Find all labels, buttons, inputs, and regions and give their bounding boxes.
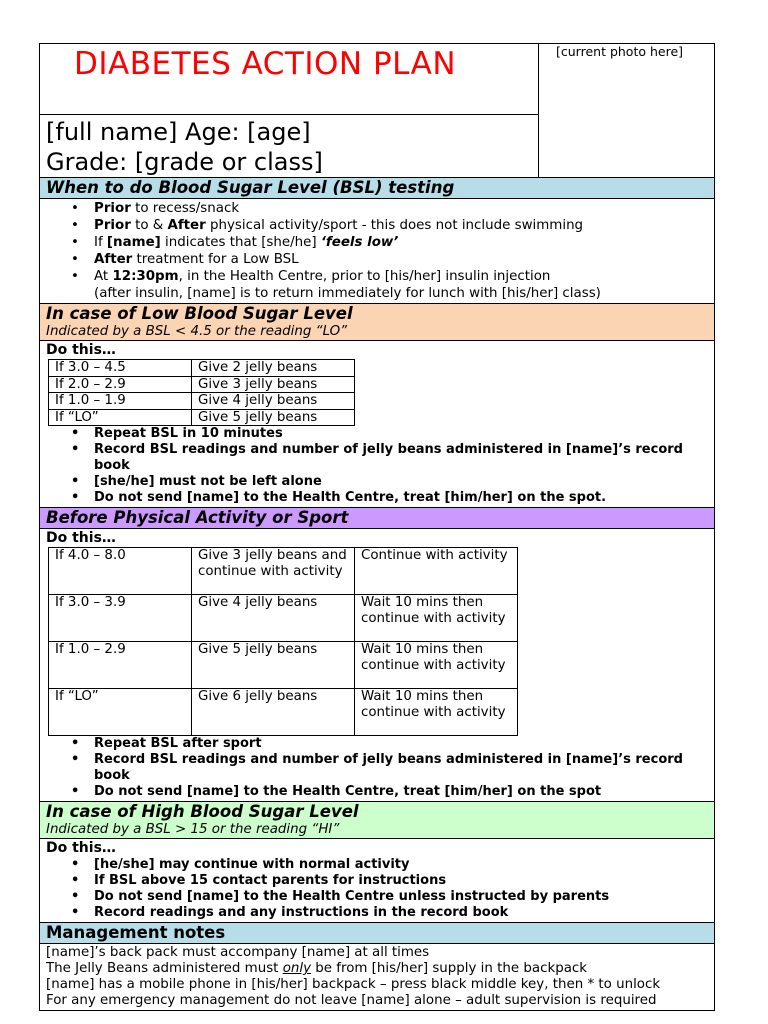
notes-heading-band <box>40 923 714 944</box>
high-bsl-subheading: Indicated by a BSL > 15 or the reading “HI” <box>46 822 340 837</box>
list-item: • Repeat BSL after sport <box>71 736 708 752</box>
list-item: • Record BSL readings and number of jelly beans administered in [name]’s record book <box>71 752 708 784</box>
sport-section <box>40 529 714 802</box>
list-item: • Do not send [name] to the Health Centre unless instructed by parents <box>71 889 708 905</box>
table-row: If “LO” Give 5 jelly beans <box>49 409 355 426</box>
testing-list <box>46 200 708 302</box>
grade-line: Grade: [grade or class] <box>46 148 323 176</box>
header-left <box>40 44 539 177</box>
title-box <box>40 44 538 115</box>
table-row: If 1.0 – 2.9 Give 5 jelly beans Wait 10 mins then continue with activity <box>49 642 518 689</box>
note-line: The Jelly Beans administered must only be from [his/her] supply in the backpack <box>46 961 588 976</box>
do-this-label: Do this… <box>46 530 116 546</box>
table-row: If “LO” Give 6 jelly beans Wait 10 mins then continue with activity <box>49 689 518 736</box>
low-bsl-heading-band <box>40 304 714 341</box>
table-row: If 4.0 – 8.0 Give 3 jelly beans and continue with activity Continue with activity <box>49 548 518 595</box>
student-details <box>46 117 323 177</box>
list-item: • [she/he] must not be left alone <box>71 474 708 490</box>
low-bsl-subheading: Indicated by a BSL < 4.5 or the reading “LO” <box>46 324 348 339</box>
do-this-label: Do this… <box>46 840 116 856</box>
list-item: • [he/she] may continue with normal activity <box>71 857 708 873</box>
high-bsl-section <box>40 839 714 923</box>
low-bsl-section <box>40 341 714 508</box>
list-item: • If BSL above 15 contact parents for instructions <box>71 873 708 889</box>
note-line: [name]’s back pack must accompany [name] at all times <box>46 945 430 960</box>
high-bsl-heading: In case of High Blood Sugar Level <box>46 802 359 821</box>
table-row: If 3.0 – 3.9 Give 4 jelly beans Wait 10 mins then continue with activity <box>49 595 518 642</box>
sport-heading-band <box>40 508 714 529</box>
photo-placeholder: [current photo here] <box>556 44 684 59</box>
testing-heading-band <box>40 178 714 199</box>
notes-section <box>40 944 714 1010</box>
page-title: DIABETES ACTION PLAN <box>74 46 457 82</box>
header-section <box>40 44 714 178</box>
high-bsl-instructions <box>46 857 708 921</box>
sport-heading: Before Physical Activity or Sport <box>46 508 349 527</box>
sport-instructions <box>46 736 708 800</box>
table-row: If 2.0 – 2.9 Give 3 jelly beans <box>49 376 355 393</box>
list-item: • Prior to recess/snack <box>71 200 708 217</box>
sport-table <box>48 547 518 736</box>
testing-heading: When to do Blood Sugar Level (BSL) testing <box>46 178 455 197</box>
note-line: [name] has a mobile phone in [his/her] backpack – press black middle key, then * to unlock <box>46 977 661 992</box>
do-this-label: Do this… <box>46 342 116 358</box>
list-item: • At 12:30pm, in the Health Centre, prior to [his/her] insulin injection (after insulin, [name] is to return immediately for lunch with [his/her] class) <box>71 268 708 302</box>
list-item: • Repeat BSL in 10 minutes <box>71 426 708 442</box>
list-item: • Prior to & After physical activity/sport - this does not include swimming <box>71 217 708 234</box>
list-item: • If [name] indicates that [she/he] ‘feels low’ <box>71 234 708 251</box>
table-row: If 1.0 – 1.9 Give 4 jelly beans <box>49 393 355 410</box>
testing-section <box>40 199 714 304</box>
low-bsl-instructions <box>46 426 708 506</box>
action-plan-document <box>39 43 715 1011</box>
table-row: If 3.0 – 4.5 Give 2 jelly beans <box>49 360 355 377</box>
name-age-line: [full name] Age: [age] <box>46 118 311 146</box>
list-item: • Record readings and any instructions in the record book <box>71 905 708 921</box>
list-item: • After treatment for a Low BSL <box>71 251 708 268</box>
notes-heading: Management notes <box>46 923 226 942</box>
note-line: For any emergency management do not leave [name] alone – adult supervision is required <box>46 993 657 1008</box>
high-bsl-heading-band <box>40 802 714 839</box>
list-item: • Do not send [name] to the Health Centre, treat [him/her] on the spot. <box>71 490 708 506</box>
low-bsl-table <box>48 359 355 426</box>
list-item: • Record BSL readings and number of jelly beans administered in [name]’s record book <box>71 442 708 474</box>
low-bsl-heading: In case of Low Blood Sugar Level <box>46 304 353 323</box>
list-item: • Do not send [name] to the Health Centre, treat [him/her] on the spot <box>71 784 708 800</box>
